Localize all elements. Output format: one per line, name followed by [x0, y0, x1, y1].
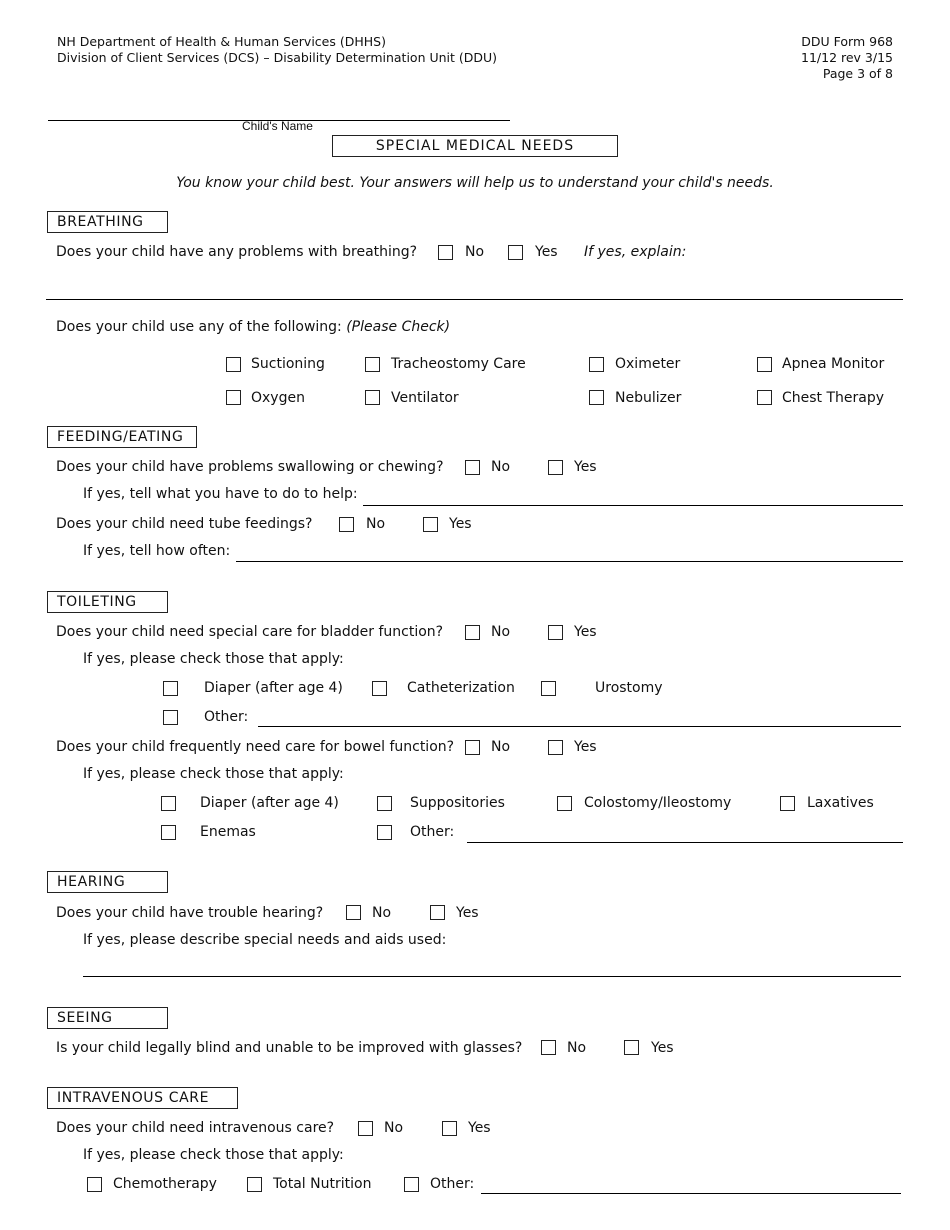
laxatives-checkbox[interactable] — [780, 796, 795, 811]
bladder-no-label: No — [491, 624, 511, 640]
catheterization-checkbox[interactable] — [372, 681, 387, 696]
colostomy-checkbox[interactable] — [557, 796, 572, 811]
suctioning-label: Suctioning — [251, 356, 325, 372]
form-number: DDU Form 968 — [801, 34, 893, 49]
section-breathing-heading: BREATHING — [47, 211, 168, 233]
bladder-question: Does your child need special care for bladder function? — [56, 624, 444, 640]
bowel-diaper-checkbox[interactable] — [161, 796, 176, 811]
apnea-monitor-checkbox[interactable] — [757, 357, 772, 372]
seeing-yes-checkbox[interactable] — [624, 1040, 639, 1055]
bowel-question: Does your child frequently need care for bowel function? — [56, 739, 455, 755]
urostomy-checkbox[interactable] — [541, 681, 556, 696]
form-revision: 11/12 rev 3/15 — [801, 50, 893, 65]
catheterization-label: Catheterization — [407, 680, 515, 696]
section-feeding-heading: FEEDING/EATING — [47, 426, 197, 448]
nebulizer-label: Nebulizer — [615, 390, 682, 406]
breathing-explain-label: If yes, explain: — [584, 244, 687, 260]
seeing-yes-label: Yes — [651, 1040, 674, 1056]
section-toileting-heading: TOILETING — [47, 591, 168, 613]
iv-other-label: Other: — [430, 1176, 475, 1192]
section-hearing-heading: HEARING — [47, 871, 168, 893]
iv-question: Does your child need intravenous care? — [56, 1120, 335, 1136]
hearing-no-label: No — [372, 905, 392, 921]
apnea-monitor-label: Apnea Monitor — [782, 356, 885, 372]
enemas-label: Enemas — [200, 824, 256, 840]
iv-yes-label: Yes — [468, 1120, 491, 1136]
oximeter-label: Oximeter — [615, 356, 681, 372]
swallowing-help-label: If yes, tell what you have to do to help: — [83, 486, 358, 502]
bowel-yes-label: Yes — [574, 739, 597, 755]
bowel-no-checkbox[interactable] — [465, 740, 480, 755]
breathing-yes-label: Yes — [535, 244, 558, 260]
tube-feeding-yes-label: Yes — [449, 516, 472, 532]
swallowing-help-field[interactable] — [363, 505, 903, 506]
ventilator-checkbox[interactable] — [365, 390, 380, 405]
swallowing-yes-label: Yes — [574, 459, 597, 475]
hearing-describe-field[interactable] — [83, 976, 901, 977]
breathing-explain-field[interactable] — [46, 299, 903, 300]
oxygen-checkbox[interactable] — [226, 390, 241, 405]
nebulizer-checkbox[interactable] — [589, 390, 604, 405]
hearing-question: Does your child have trouble hearing? — [56, 905, 324, 921]
swallowing-no-label: No — [491, 459, 511, 475]
breathing-question: Does your child have any problems with breathing? — [56, 244, 418, 260]
chemotherapy-checkbox[interactable] — [87, 1177, 102, 1192]
childs-name-label: Child's Name — [242, 119, 313, 133]
seeing-no-checkbox[interactable] — [541, 1040, 556, 1055]
tracheostomy-care-checkbox[interactable] — [365, 357, 380, 372]
tracheostomy-care-label: Tracheostomy Care — [391, 356, 526, 372]
tube-feeding-question: Does your child need tube feedings? — [56, 516, 313, 532]
iv-check-apply-label: If yes, please check those that apply: — [83, 1147, 344, 1163]
swallowing-yes-checkbox[interactable] — [548, 460, 563, 475]
iv-other-field[interactable] — [481, 1193, 901, 1194]
laxatives-label: Laxatives — [807, 795, 874, 811]
hearing-no-checkbox[interactable] — [346, 905, 361, 920]
chest-therapy-checkbox[interactable] — [757, 390, 772, 405]
division-name: Division of Client Services (DCS) – Disability Determination Unit (DDU) — [57, 50, 498, 65]
urostomy-label: Urostomy — [595, 680, 663, 696]
hearing-yes-label: Yes — [456, 905, 479, 921]
bowel-other-checkbox[interactable] — [377, 825, 392, 840]
tube-feeding-often-field[interactable] — [236, 561, 903, 562]
breathing-use-question — [56, 319, 450, 335]
bladder-other-checkbox[interactable] — [163, 710, 178, 725]
tube-feeding-no-checkbox[interactable] — [339, 517, 354, 532]
chest-therapy-label: Chest Therapy — [782, 390, 885, 406]
oximeter-checkbox[interactable] — [589, 357, 604, 372]
ventilator-label: Ventilator — [391, 390, 459, 406]
total-nutrition-checkbox[interactable] — [247, 1177, 262, 1192]
department-name: NH Department of Health & Human Services (DHHS) — [57, 34, 386, 49]
seeing-no-label: No — [567, 1040, 587, 1056]
chemotherapy-label: Chemotherapy — [113, 1176, 217, 1192]
bladder-yes-checkbox[interactable] — [548, 625, 563, 640]
bladder-yes-label: Yes — [574, 624, 597, 640]
bladder-other-field[interactable] — [258, 726, 901, 727]
page-title: SPECIAL MEDICAL NEEDS — [332, 135, 618, 157]
intro-text: You know your child best. Your answers will help us to understand your child's needs. — [176, 175, 774, 191]
tube-feeding-no-label: No — [366, 516, 386, 532]
colostomy-label: Colostomy/Ileostomy — [584, 795, 732, 811]
page-number: Page 3 of 8 — [822, 66, 893, 81]
swallowing-question: Does your child have problems swallowing or chewing? — [56, 459, 444, 475]
iv-other-checkbox[interactable] — [404, 1177, 419, 1192]
iv-no-label: No — [384, 1120, 404, 1136]
seeing-question: Is your child legally blind and unable to be improved with glasses? — [56, 1040, 523, 1056]
breathing-use-question-text: Does your child use any of the following: — [56, 319, 342, 335]
suppositories-checkbox[interactable] — [377, 796, 392, 811]
enemas-checkbox[interactable] — [161, 825, 176, 840]
tube-feeding-often-label: If yes, tell how often: — [83, 543, 231, 559]
iv-no-checkbox[interactable] — [358, 1121, 373, 1136]
breathing-no-checkbox[interactable] — [438, 245, 453, 260]
section-seeing-heading: SEEING — [47, 1007, 168, 1029]
section-iv-heading: INTRAVENOUS CARE — [47, 1087, 238, 1109]
iv-yes-checkbox[interactable] — [442, 1121, 457, 1136]
bowel-no-label: No — [491, 739, 511, 755]
breathing-use-hint: (Please Check) — [346, 319, 451, 335]
hearing-describe-label: If yes, please describe special needs and aids used: — [83, 932, 447, 948]
bowel-other-label: Other: — [410, 824, 455, 840]
bladder-no-checkbox[interactable] — [465, 625, 480, 640]
suppositories-label: Suppositories — [410, 795, 505, 811]
breathing-no-label: No — [465, 244, 485, 260]
bowel-yes-checkbox[interactable] — [548, 740, 563, 755]
bladder-check-apply-label: If yes, please check those that apply: — [83, 651, 344, 667]
bowel-check-apply-label: If yes, please check those that apply: — [83, 766, 344, 782]
suctioning-checkbox[interactable] — [226, 357, 241, 372]
breathing-yes-checkbox[interactable] — [508, 245, 523, 260]
bowel-diaper-label: Diaper (after age 4) — [200, 795, 339, 811]
oxygen-label: Oxygen — [251, 390, 305, 406]
hearing-yes-checkbox[interactable] — [430, 905, 445, 920]
swallowing-no-checkbox[interactable] — [465, 460, 480, 475]
bowel-other-field[interactable] — [467, 842, 903, 843]
bladder-diaper-label: Diaper (after age 4) — [204, 680, 343, 696]
total-nutrition-label: Total Nutrition — [273, 1176, 372, 1192]
tube-feeding-yes-checkbox[interactable] — [423, 517, 438, 532]
bladder-diaper-checkbox[interactable] — [163, 681, 178, 696]
bladder-other-label: Other: — [204, 709, 249, 725]
